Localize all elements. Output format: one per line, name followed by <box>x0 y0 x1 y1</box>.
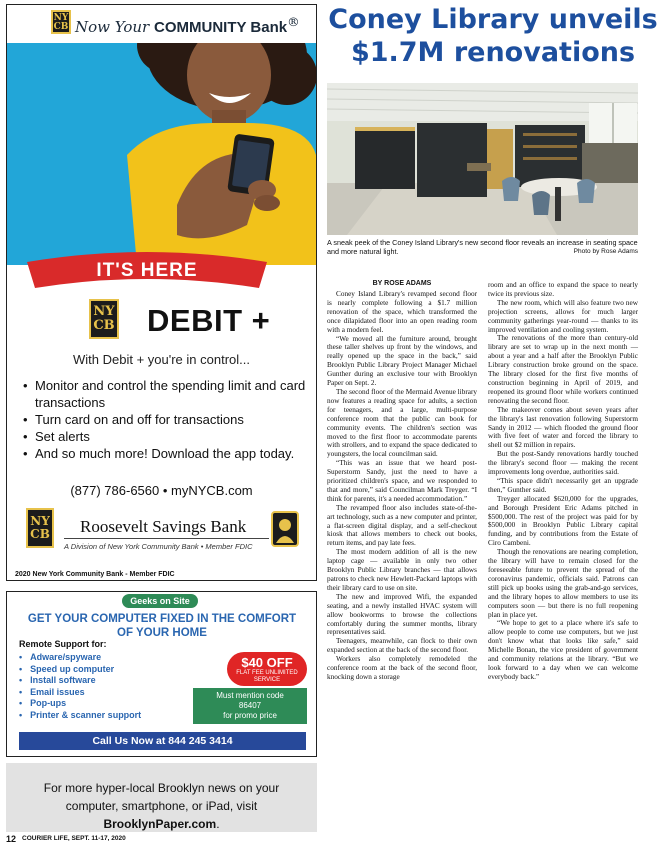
geeks-on-site-ad[interactable] <box>6 591 317 757</box>
promo-text: For more hyper-local Brooklyn news on your computer, smartphone, or iPad, visit BrooklynPaper.com. <box>43 781 280 831</box>
bank-tagline: Now Your COMMUNITY Bank® <box>75 14 300 36</box>
geeks-service-list <box>19 652 141 721</box>
paragraph: Workers also completely remodeled the conference room at the back of the second floor, knocking down a storage <box>327 655 477 681</box>
paragraph: The revamped floor also includes state-of-the-art technology, such as a new computer and printer, a flat-screen digital display, and a self-checkout kiosk that allows members to check out books, return items, and pay late fees. <box>327 503 477 548</box>
debit-subtitle: With Debit + you're in control... <box>73 352 250 367</box>
list-item: • Adware/spyware <box>19 652 141 664</box>
discount-note: FLAT FEE UNLIMITED SERVICE <box>236 670 298 683</box>
article-headline: Coney Library unveils $1.7M renovations <box>328 4 658 68</box>
paragraph: “We moved all the furniture around, brought these taller shelves up front by the windows, and really opened up the space in the back,” said Brooklyn Public Library Project Manager Michael Gunther during an exclusive tour with Brooklyn Paper on Sept. 2. <box>327 334 477 388</box>
article-column-1 <box>327 290 477 682</box>
list-item: • Install software <box>19 675 141 687</box>
promo-code-box <box>193 688 307 724</box>
nycb-logo-badge: NY CB <box>51 10 71 34</box>
roosevelt-logo-badge: NY CB <box>26 508 54 548</box>
paragraph: The new room, which will also feature two new projection screens, allows for much larger community gatherings year-round — thanks to its improved ventilation and cooling system. <box>488 298 638 334</box>
paragraph: room and an office to expand the space to nearly twice its previous size. <box>488 281 638 298</box>
geeks-headline: GET YOUR COMPUTER FIXED IN THE COMFORT OF YOUR HOME <box>27 613 297 639</box>
library-interior-photo <box>327 83 638 235</box>
paragraph: The makeover comes about seven years after the library's last renovation following Superstorm Sandy in 2012 — which flooded the ground floor with five feet of water and forced the library to shell out $2 million in repairs. <box>488 405 638 450</box>
page-number: 12 <box>6 834 17 844</box>
paragraph: Teenagers, meanwhile, can flock to their own expanded section at the back of the second floor. <box>327 637 477 655</box>
remote-support-label: Remote Support for: <box>19 639 107 649</box>
debit-plus-title: DEBIT + <box>147 303 271 338</box>
nycb-debit-ad[interactable] <box>6 4 317 581</box>
divider <box>64 538 269 539</box>
discount-badge <box>227 652 307 686</box>
paragraph: Coney Island Library's revamped second floor is nearly complete following a $1.7 million renovation of the space, which transformed the once dilapidated floor into an open reading room with a modern feel. <box>327 290 477 334</box>
roosevelt-portrait-icon <box>271 511 299 547</box>
bank-copyright: 2020 New York Community Bank - Member FDIC <box>15 571 175 578</box>
photo-credit: Photo by Rose Adams <box>573 248 638 255</box>
list-item: • Set alerts <box>23 428 308 445</box>
roosevelt-savings-title: Roosevelt Savings Bank <box>80 517 247 536</box>
list-item: • Speed up computer <box>19 664 141 676</box>
debit-feature-list <box>23 377 308 462</box>
list-item: • Turn card on and off for transactions <box>23 411 308 428</box>
paragraph: The second floor of the Mermaid Avenue library now features a reading space for adults, a section for teenagers, and a large, multi-purpose conference room that the public can book for community events. The children's section was moved to the first floor to accommodate parents with strollers, and to expand the space dedicated to youngsters, the local councilman said. <box>327 387 477 459</box>
list-item: • Printer & scanner support <box>19 710 141 722</box>
discount-amount: $40 OFF <box>241 655 293 670</box>
paragraph: The most modern addition of all is the new laptop cage — available in only two other Brooklyn Public Library branches — that allows patrons to check new Hewlett-Packard laptops with their library card to use on site. <box>327 548 477 592</box>
list-item: • And so much more! Download the app today. <box>23 445 308 462</box>
bank-phone-and-url[interactable]: (877) 786-6560 • myNYCB.com <box>70 483 253 498</box>
brooklyn-paper-link[interactable]: BrooklynPaper.com <box>103 817 217 831</box>
list-item: • Email issues <box>19 687 141 699</box>
paragraph: Though the renovations are nearing completion, the library will have to remain closed for the foreseeable future to prevent the spread of the coronavirus pandemic, officials said. Patrons can still pick up books using the grab-and-go services, and the library hopes to allow members to use its computers soon — but there is no full reopening plan in place yet. <box>488 548 638 619</box>
its-here-ribbon <box>27 248 267 294</box>
promo-code-line: for promo price <box>223 711 277 720</box>
photo-caption: A sneak peek of the Coney Island Library's new second floor reveals an increase in seating space and more natural light. Photo by Rose Adams <box>327 238 638 256</box>
paragraph: “This space didn't necessarily get an upgrade then,” Gunther said. <box>488 476 638 494</box>
byline: BY ROSE ADAMS <box>372 280 432 287</box>
bank-top-bar <box>7 5 316 43</box>
paragraph: The renovations of the more than century-old library are set to wrap up in the next month — about a year and a half after the Brooklyn Public Library construction broke ground on the space. The library closed for the first five months of construction beginning in April of 2019, and reopened its ground floor while workers continued renovating the second floor. <box>488 334 638 405</box>
folio: COURIER LIFE, SEPT. 11-17, 2020 <box>22 835 126 842</box>
call-now-bar[interactable]: Call Us Now at 844 245 3414 <box>19 732 306 750</box>
paragraph: “This was an issue that we heard post-Superstorm Sandy, just the need to have a prioritized children's space, and we responded to that and more,” said Councilman Mark Treyger. “I think for parents, it's a needed accommodation.” <box>327 459 477 503</box>
roosevelt-savings-subtitle: A Division of New York Community Bank • Member FDIC <box>64 542 253 551</box>
article-column-2 <box>488 281 638 682</box>
list-item: • Pop-ups <box>19 698 141 710</box>
paragraph: The new and improved Wifi, the expanded seating, and a newly installed HVAC system will allow bookworms to browse the collections comfortably during the summer months, library representatives said. <box>327 592 477 637</box>
promo-code-value: 86407 <box>238 701 262 710</box>
nycb-logo-badge-large: NY CB <box>89 299 119 339</box>
brooklyn-paper-promo <box>6 763 317 832</box>
paragraph: But the post-Sandy renovations hardly touched the library's second floor — making the recent improvements long overdue, authorities said. <box>488 450 638 477</box>
woman-phone-photo <box>7 5 316 265</box>
paragraph: “We hope to get to a place where it's safe to allow people to come use computers, but we just don't know what that looks like safe,” said Michelle Bonan, the vice president of government and community relations at the library. “But we look forward to a day when we can welcome everybody back.” <box>488 619 638 681</box>
geeks-logo: Geeks on Site <box>122 594 198 608</box>
promo-code-line: Must mention code <box>216 691 284 700</box>
its-here-text: IT'S HERE <box>96 260 198 281</box>
list-item: • Monitor and control the spending limit and card transactions <box>23 377 308 411</box>
paragraph: Treyger allocated $620,000 for the upgrades, and Borough President Eric Adams pitched in $500,000. The rest of the project was paid for by $500,000 in Brooklyn Public Library capital funding, and by contributions from the Estate of Ciro Cambeni. <box>488 494 638 548</box>
